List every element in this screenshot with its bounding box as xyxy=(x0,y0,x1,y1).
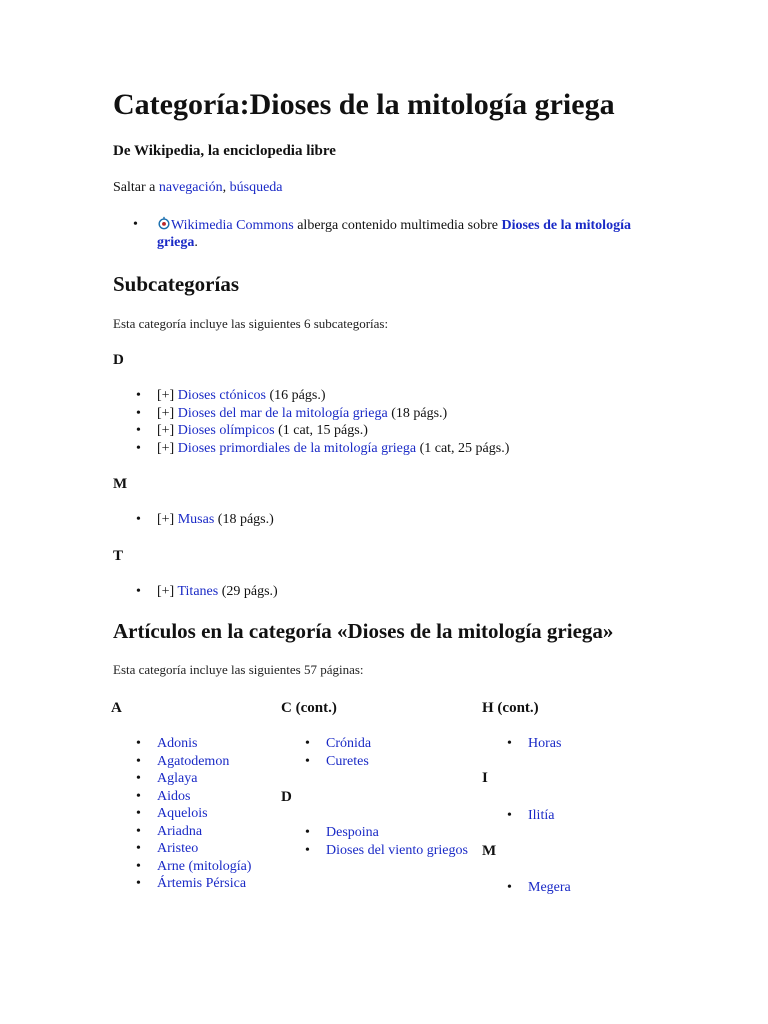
subcat-item xyxy=(133,440,509,458)
list-item xyxy=(133,823,251,841)
wikimedia-commons-icon xyxy=(157,216,171,230)
article-link[interactable]: Horas xyxy=(528,736,562,751)
subcat-list-d xyxy=(133,387,509,457)
subcat-count: (29 págs.) xyxy=(218,584,278,599)
article-link[interactable]: Crónida xyxy=(326,736,372,751)
article-link[interactable]: Arne (mitología) xyxy=(157,858,252,874)
articles-heading: Artículos en la categoría «Dioses de la mitología griega» xyxy=(113,619,614,643)
jump-separator: , xyxy=(222,180,230,195)
expand-toggle[interactable]: [+] xyxy=(157,405,175,421)
list-item xyxy=(504,735,561,753)
subcat-count: (18 págs.) xyxy=(387,405,448,421)
page-subtitle: De Wikipedia, la enciclopedia libre xyxy=(113,143,336,159)
commons-link[interactable]: Wikimedia Commons xyxy=(171,218,294,233)
nav-link[interactable]: navegación xyxy=(158,180,223,195)
article-link[interactable]: Curetes xyxy=(326,753,369,769)
article-link[interactable]: Ártemis Pérsica xyxy=(157,876,247,891)
article-list-c xyxy=(302,735,371,770)
expand-toggle[interactable]: [+] xyxy=(157,440,175,456)
subcat-link[interactable]: Dioses olímpicos xyxy=(177,423,275,438)
expand-toggle[interactable]: [+] xyxy=(157,584,175,599)
article-list-h xyxy=(504,735,561,753)
subcat-link[interactable]: Musas xyxy=(177,512,215,527)
article-letter-c-cont: C (cont.) xyxy=(281,700,337,716)
subcat-item xyxy=(133,405,509,423)
article-list-a xyxy=(133,735,251,893)
jump-links xyxy=(113,180,283,196)
subcat-link[interactable]: Dioses ctónicos xyxy=(177,388,266,403)
list-item xyxy=(133,753,251,771)
list-item xyxy=(302,842,468,860)
page-title: Categoría:Dioses de la mitología griega xyxy=(113,88,615,121)
subcat-count: (18 págs.) xyxy=(214,512,274,527)
jump-prefix: Saltar a xyxy=(113,180,159,195)
subcat-list-m xyxy=(133,511,274,529)
expand-toggle[interactable]: [+] xyxy=(157,388,175,403)
article-list-m xyxy=(504,879,571,897)
article-list-d xyxy=(302,824,468,859)
subcat-item xyxy=(133,511,274,529)
article-link[interactable]: Adonis xyxy=(157,736,198,751)
article-link[interactable]: Ariadna xyxy=(157,823,203,839)
list-item xyxy=(133,858,251,876)
commons-topic-link[interactable]: Dioses de la mitología griega xyxy=(157,218,631,250)
article-letter-d: D xyxy=(281,789,292,805)
search-link[interactable]: búsqueda xyxy=(229,180,283,195)
list-item xyxy=(302,753,371,771)
list-item xyxy=(133,770,251,788)
expand-toggle[interactable]: [+] xyxy=(157,512,175,527)
subcat-link[interactable]: Dioses del mar de la mitología griega xyxy=(177,405,388,421)
bullet: • xyxy=(133,217,138,232)
list-item xyxy=(504,807,554,825)
articles-description: Esta categoría incluye las siguientes 57 páginas: xyxy=(113,662,364,677)
subcat-count: (16 págs.) xyxy=(266,388,326,403)
subcat-link[interactable]: Dioses primordiales de la mitología griega xyxy=(177,440,417,456)
list-item xyxy=(133,805,251,823)
subcat-count: (1 cat, 25 págs.) xyxy=(416,440,510,456)
list-item xyxy=(302,735,371,753)
subcat-item xyxy=(133,387,509,405)
subcategories-heading: Subcategorías xyxy=(113,272,239,296)
subcat-count: (1 cat, 15 págs.) xyxy=(274,423,368,438)
list-item xyxy=(133,735,251,753)
list-item xyxy=(133,788,251,806)
subcat-link[interactable]: Titanes xyxy=(177,584,219,599)
article-letter-h-cont: H (cont.) xyxy=(482,700,539,716)
expand-toggle[interactable]: [+] xyxy=(157,423,175,438)
commons-text: alberga contenido multimedia sobre xyxy=(293,218,502,233)
article-letter-m: M xyxy=(482,843,497,859)
article-link[interactable]: Aglaya xyxy=(157,771,198,786)
article-link[interactable]: Despoina xyxy=(326,825,379,840)
subcat-item xyxy=(133,583,278,601)
list-item xyxy=(133,840,251,858)
article-letter-i: I xyxy=(482,770,488,786)
commons-notice xyxy=(133,216,633,251)
article-list-i xyxy=(504,807,554,825)
list-item xyxy=(133,875,251,893)
article-link[interactable]: Agatodemon xyxy=(157,753,230,769)
article-link[interactable]: Megera xyxy=(528,880,571,895)
subcat-letter-d: D xyxy=(113,352,124,368)
article-link[interactable]: Dioses del viento griegos xyxy=(326,842,468,858)
subcat-list-t xyxy=(133,583,278,601)
subcat-letter-m: M xyxy=(113,476,128,492)
article-link[interactable]: Aidos xyxy=(157,788,191,804)
commons-end: . xyxy=(194,235,198,250)
subcat-item xyxy=(133,422,509,440)
article-link[interactable]: Aristeo xyxy=(157,841,199,856)
article-link[interactable]: Ilitía xyxy=(528,808,555,823)
list-item xyxy=(504,879,571,897)
article-letter-a: A xyxy=(111,700,122,716)
subcat-letter-t: T xyxy=(113,548,124,564)
list-item xyxy=(302,824,468,842)
subcategories-description: Esta categoría incluye las siguientes 6 subcategorías: xyxy=(113,316,389,331)
article-link[interactable]: Aquelois xyxy=(157,806,208,821)
